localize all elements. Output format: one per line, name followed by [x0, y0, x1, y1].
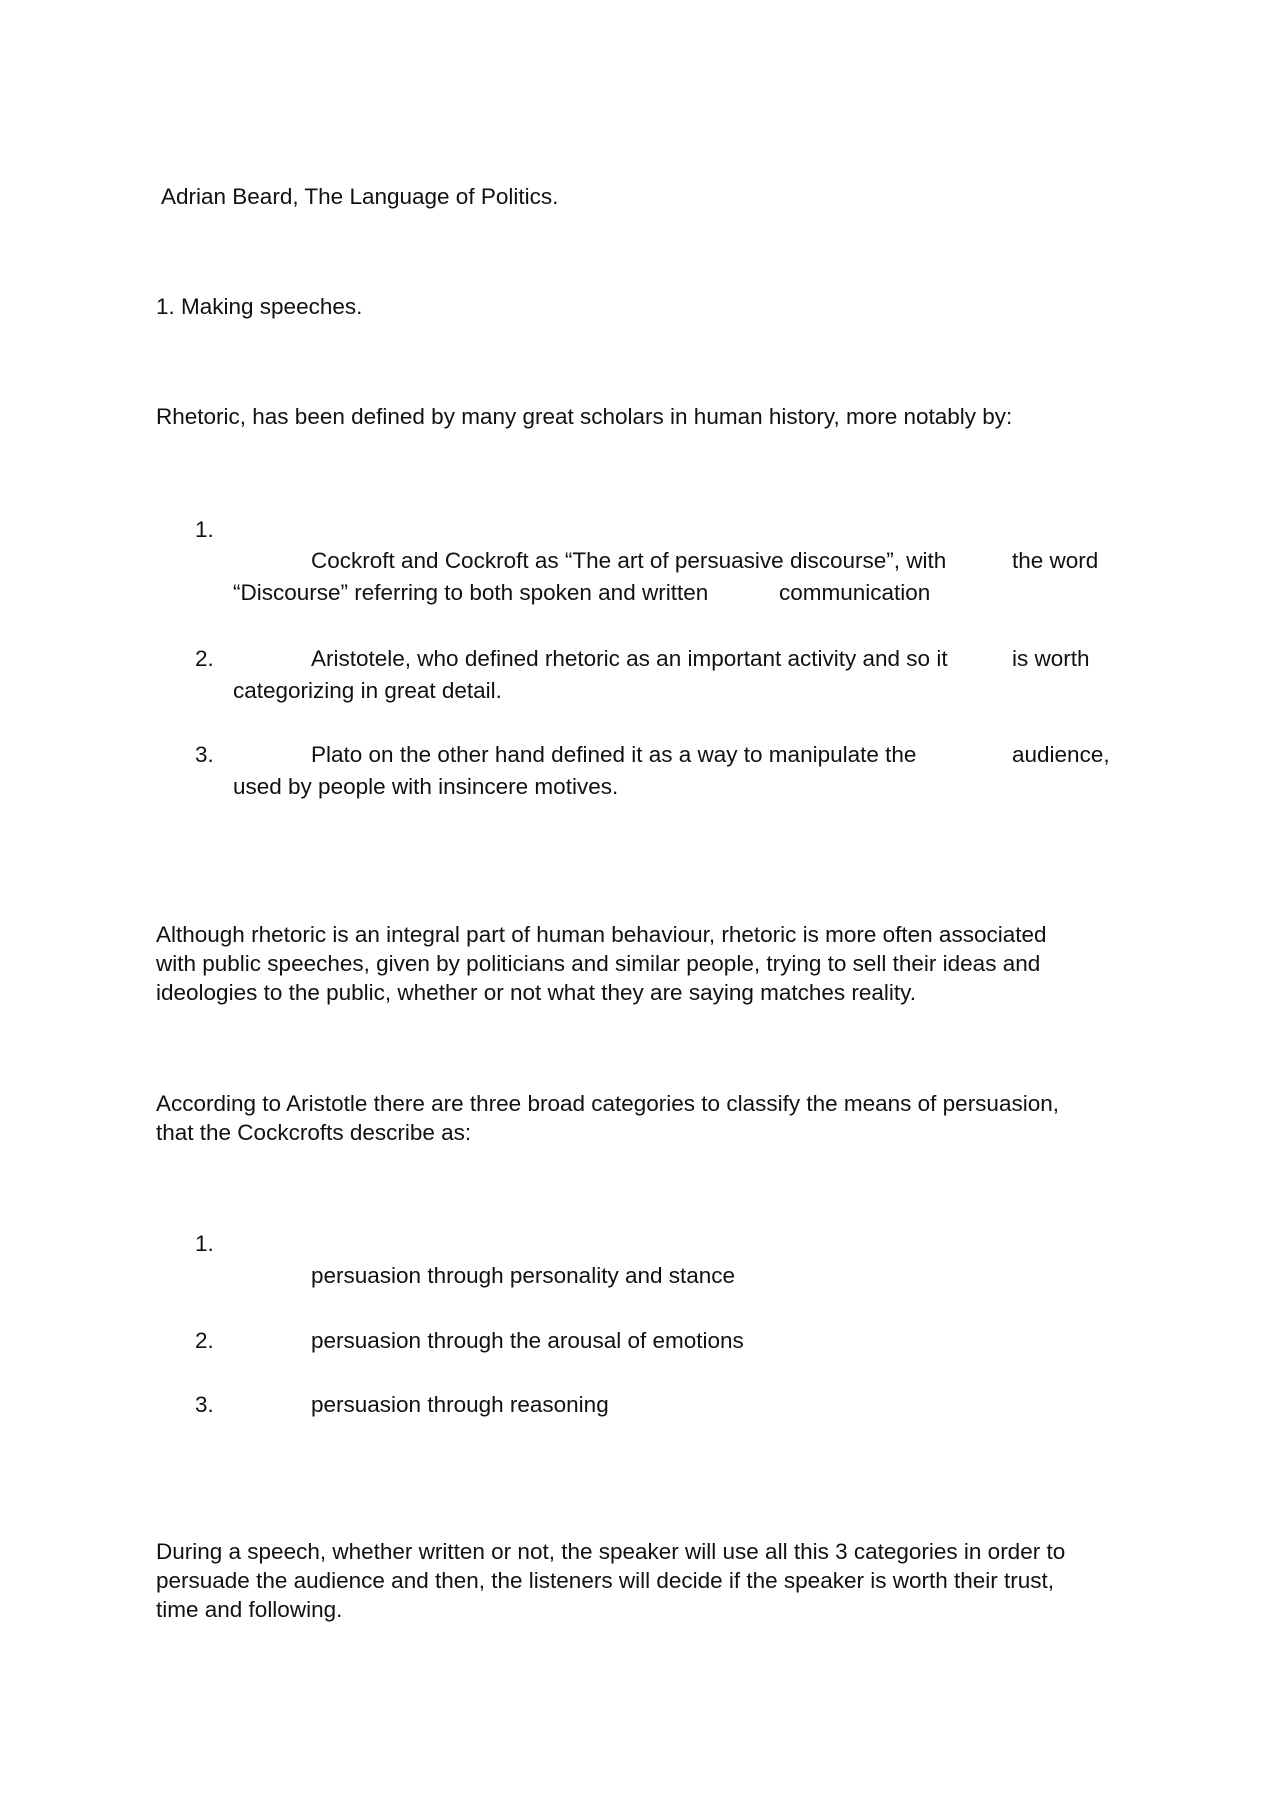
list-item-text: used by people with insincere motives.: [233, 774, 619, 799]
list-number: 1.: [195, 1231, 214, 1256]
intro-paragraph: Rhetoric, has been defined by many great scholars in human history, more notably by:: [156, 404, 1013, 429]
paragraph-line: During a speech, whether written or not, the speaker will use all this 3 categories in order to: [156, 1539, 1066, 1564]
paragraph-line: time and following.: [156, 1597, 343, 1622]
list-number: 3.: [195, 1392, 214, 1417]
list-item-text: is worth: [1012, 646, 1090, 671]
paragraph-line: persuade the audience and then, the listeners will decide if the speaker is worth their trust,: [156, 1568, 1055, 1593]
list-item-text: Aristotele, who defined rhetoric as an important activity and so it: [311, 646, 948, 671]
list-number: 2.: [195, 1328, 214, 1353]
paragraph-line: Although rhetoric is an integral part of human behaviour, rhetoric is more often associated: [156, 922, 1047, 947]
list-item-text: Plato on the other hand defined it as a way to manipulate the: [311, 742, 917, 767]
list-item-text: persuasion through the arousal of emotions: [311, 1328, 744, 1353]
list-item-text: communication: [779, 580, 931, 605]
list-item-text: Cockroft and Cockroft as “The art of persuasive discourse”, with: [311, 548, 947, 573]
list-item-text: categorizing in great detail.: [233, 678, 502, 703]
paragraph-line: ideologies to the public, whether or not what they are saying matches reality.: [156, 980, 917, 1005]
list-item-text: “Discourse” referring to both spoken and written: [233, 580, 709, 605]
document-title: Adrian Beard, The Language of Politics.: [161, 184, 559, 209]
list-item-text: audience,: [1012, 742, 1110, 767]
paragraph-line: with public speeches, given by politicians and similar people, trying to sell their ideas and: [156, 951, 1041, 976]
list-item-text: the word: [1012, 548, 1099, 573]
paragraph-line: According to Aristotle there are three broad categories to classify the means of persuasion,: [156, 1091, 1059, 1116]
section-heading: 1. Making speeches.: [156, 294, 363, 319]
list-number: 1.: [195, 517, 214, 542]
list-number: 2.: [195, 646, 214, 671]
paragraph-line: that the Cockcrofts describe as:: [156, 1120, 472, 1145]
list-number: 3.: [195, 742, 214, 767]
list-item-text: persuasion through personality and stance: [311, 1263, 736, 1288]
list-item-text: persuasion through reasoning: [311, 1392, 609, 1417]
